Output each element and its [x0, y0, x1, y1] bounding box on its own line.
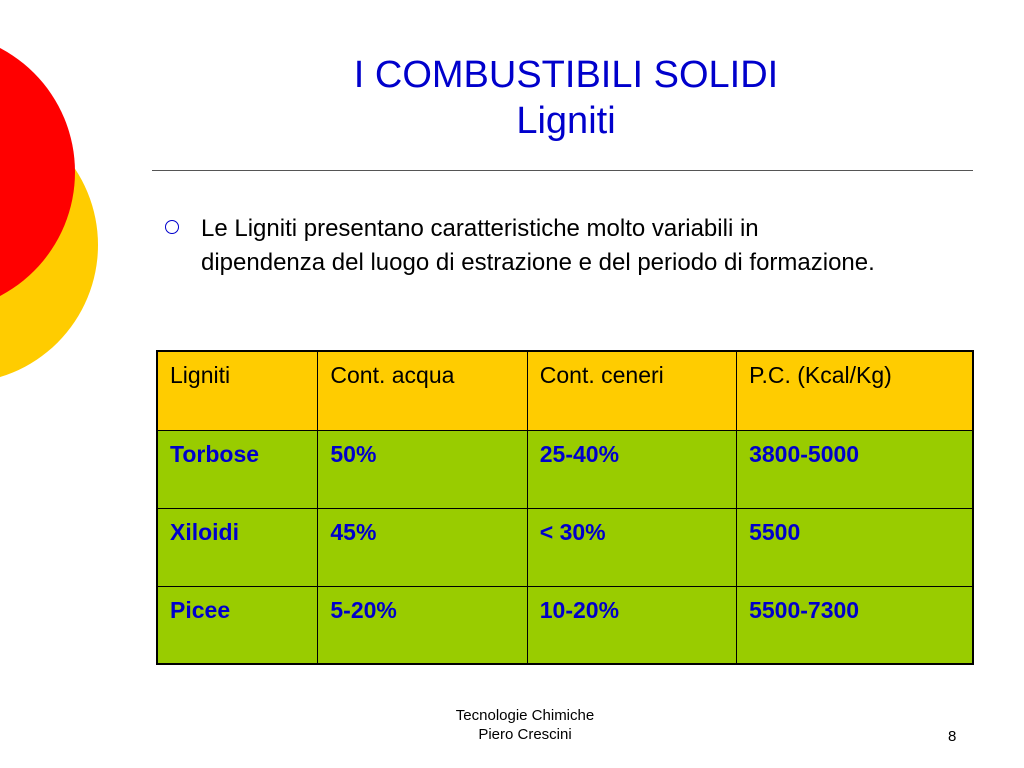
decorative-circles [0, 0, 110, 410]
table-cell: 5500-7300 [737, 586, 973, 664]
table-row [157, 508, 973, 586]
bullet-text: Le Ligniti presentano caratteristiche molto variabili in dipendenza del luogo di estrazione e del periodo di formazione. [201, 215, 875, 276]
table-row [157, 430, 973, 508]
table-cell: Torbose [157, 430, 318, 508]
title-line-2: Ligniti [516, 100, 616, 142]
header-cell: Cont. acqua [318, 351, 527, 430]
slide-title [160, 52, 972, 144]
header-cell: P.C. (Kcal/Kg) [737, 351, 973, 430]
table-cell: 10-20% [527, 586, 736, 664]
title-line-1: I COMBUSTIBILI SOLIDI [353, 54, 779, 96]
table-cell: 45% [318, 508, 527, 586]
table-cell: Picee [157, 586, 318, 664]
table-cell: 3800-5000 [737, 430, 973, 508]
table-cell: 5500 [737, 508, 973, 586]
table-cell: 5-20% [318, 586, 527, 664]
table-header-row [157, 351, 973, 430]
header-cell: Ligniti [157, 351, 318, 430]
table-cell: 25-40% [527, 430, 736, 508]
bullet-item [165, 212, 885, 280]
ligniti-table [156, 350, 974, 665]
hollow-circle-bullet-icon [165, 220, 179, 234]
footer-author: Piero Crescini [478, 726, 572, 743]
header-cell: Cont. ceneri [527, 351, 736, 430]
footer-course: Tecnologie Chimiche [455, 707, 595, 724]
table-cell: < 30% [527, 508, 736, 586]
table-cell: 50% [318, 430, 527, 508]
slide-footer [400, 706, 650, 744]
table-row [157, 586, 973, 664]
page-number: 8 [948, 728, 957, 745]
title-divider [152, 170, 973, 171]
table-cell: Xiloidi [157, 508, 318, 586]
